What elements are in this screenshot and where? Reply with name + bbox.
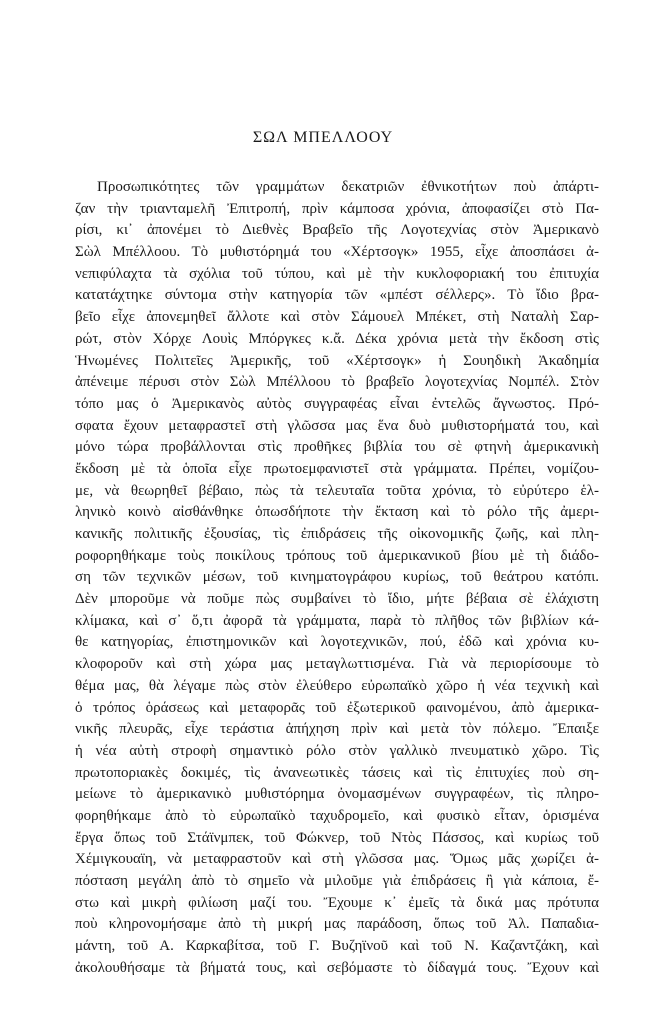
text-line: θέμα μας, θὰ λέγαμε πὼς στὸν ἐλεύθερο εὐρωπαϊκὸ χῶρο ἡ νέα τεχνικὴ καὶ <box>75 677 599 694</box>
body-paragraph <box>75 177 599 979</box>
text-line: στω καὶ μικρὴ φιλίωση μαζί του. Ἔχουμε κ᾽ ἐμεῖς τὰ δικά μας πρότυπα <box>75 894 599 911</box>
text-line: Ἡνωμένες Πολιτεῖες Ἀμερικῆς, τοῦ «Χέρτσογκ» ἡ Σουηδικὴ Ἀκαδημία <box>75 352 599 369</box>
text-line: κλίμακα, καὶ σ᾽ ὅ,τι ἀφορᾶ τὰ γράμματα, παρὰ τὸ πλῆθος τῶν βιβλίων κά- <box>75 612 599 629</box>
text-line: ἔκδοση μὲ τὰ ὁποῖα εἶχε πρωτοεμφανιστεῖ στὰ γράμματα. Πρέπει, νομίζου- <box>75 460 599 477</box>
text-line: μάντη, τοῦ Α. Καρκαβίτσα, τοῦ Γ. Βυζηϊνοῦ καὶ τοῦ Ν. Καζαντζάκη, καὶ <box>75 938 599 955</box>
text-line: ἡ νέα αὐτὴ στροφὴ σημαντικὸ ρόλο στὸν γαλλικὸ πνευματικὸ χῶρο. Τὶς <box>75 742 599 759</box>
text-line: ρώτ, στὸν Χόρχε Λουὶς Μπόργκες κ.ἄ. Δέκα χρόνια μετὰ τὴν ἔκδοση στὶς <box>75 330 599 347</box>
document-title: ΣΩΛ ΜΠΕΛΛΟΟΥ <box>252 129 394 146</box>
text-line: ἀκολουθήσαμε τὰ βήματά τους, καὶ σεβόμαστε τὸ δίδαγμά τους. Ἔχουν καὶ <box>75 959 599 976</box>
text-line: μείωνε τὸ ἀμερικανικὸ μυθιστόρημα ὀνομασμένων συγγραφέων, τὶς πληρο- <box>75 786 599 803</box>
text-line: ρίσι, κι᾽ ἀπονέμει τὸ Διεθνὲς Βραβεῖο τῆς Λογοτεχνίας στὸν Ἀμερικανὸ <box>75 222 599 239</box>
text-line: ση τῶν τεχνικῶν μέσων, τοῦ κινηματογράφου κυρίως, τοῦ θεάτρου κατόπι. <box>75 569 599 586</box>
text-line: ροφορηθήκαμε τοὺς ποικίλους τρόπους τοῦ ἀμερικανικοῦ βίου μὲ τὴ διάδο- <box>75 547 599 564</box>
text-line: ζαν τὴν τριανταμελῆ Ἐπιτροπή, πρὶν κάμποσα χρόνια, ἀποφασίζει στὸ Πα- <box>75 200 599 217</box>
text-line: κλοφοροῦν καὶ στὴ χώρα μας μεταγλωττισμένα. Γιὰ νὰ περιορίσουμε τὸ <box>75 656 599 673</box>
text-line: πόσταση μεγάλη ἀπὸ τὸ σημεῖο νὰ μιλοῦμε γιὰ ἐπιδράσεις ἢ γιὰ κάποια, ἔ- <box>75 873 599 889</box>
text-line: ἀπένειμε πέρυσι στὸν Σὼλ Μπέλλοου τὸ βραβεῖο λογοτεχνίας Νομπέλ. Στὸν <box>75 374 599 391</box>
text-line: σφατα ἔχουν μεταφραστεῖ στὴ γλῶσσα μας ἕνα δυὸ μυθιστορήματά του, καὶ <box>75 417 599 434</box>
text-line: νεπιφύλαχτα τὰ σχόλια τοῦ τύπου, καὶ μὲ τὴν κυκλοφοριακή του ἐπιτυχία <box>75 265 599 282</box>
text-line: Χέμιγκουαϊη, νὰ μεταφραστοῦν καὶ στὴ γλῶσσα μας. Ὅμως μᾶς χωρίζει ἀ- <box>75 851 599 868</box>
text-line: ληνικὸ κοινὸ αἰσθάνθηκε ὁπωσδήποτε τὴν ἔκταση καὶ τὸ ρόλο τῆς ἀμερι- <box>75 504 599 521</box>
text-line: βεῖο εἶχε ἀπονεμηθεῖ ἄλλοτε καὶ στὸν Σάμουελ Μπέκετ, στὴ Ναταλὴ Σαρ- <box>75 309 599 326</box>
text-line: πρωτοποριακὲς δοκιμές, τὶς ἀνανεωτικὲς τάσεις καὶ τὶς ἐπιτυχίες ποὺ ση- <box>75 764 599 781</box>
text-line: κατατάχτηκε σύντομα στὴν κατηγορία τῶν «μπέστ σέλλερς». Τὸ ἴδιο βρα- <box>75 287 599 304</box>
text-line: Δὲν μποροῦμε νὰ ποῦμε πὼς συμβαίνει τὸ ἴδιο, μήτε βέβαια σὲ ἐλάχιστη <box>75 591 599 608</box>
text-line: μόνο τώρα προβάλλονται στὶς προθῆκες βιβλία του σὲ φτηνὴ ἀμερικανικὴ <box>75 439 599 456</box>
text-line: ὁ τρόπος ὁράσεως καὶ μεταφορᾶς τοῦ ἐξωτερικοῦ φαινομένου, ἀπὸ ἀμερικα- <box>75 699 599 716</box>
text-line: τόπο μας ὁ Ἀμερικανὸς αὐτὸς συγγραφέας εἶναι ἐντελῶς ἄγνωστος. Πρό- <box>75 395 599 412</box>
text-line: θε κατηγορίας, ἐπιστημονικῶν καὶ λογοτεχνικῶν, πού, ἐδῶ καὶ χρόνια κυ- <box>75 634 599 651</box>
text-line: με, νὰ θεωρηθεῖ βέβαιο, πὼς τὰ τελευταῖα τοῦτα χρόνια, τὸ εὐρύτερο ἑλ- <box>75 482 599 499</box>
text-line: φορηθήκαμε ἀπὸ τὸ εὐρωπαϊκὸ ταχυδρομεῖο, καὶ φυσικὸ εἶταν, ὁρισμένα <box>75 807 599 824</box>
text-line: Σὼλ Μπέλλοου. Τὸ μυθιστόρημά του «Χέρτσογκ» 1955, εἶχε ἀποσπάσει ἀ- <box>75 244 599 261</box>
text-line: κανικῆς πολιτικῆς ἐξουσίας, τὶς ἐπιδράσεις τῆς οἰκονομικῆς ζωῆς, καὶ πλη- <box>75 526 599 542</box>
text-line: νικῆς πλευρᾶς, εἶχε τεράστια ἀπήχηση πρὶν καὶ μετὰ τὸν πόλεμο. Ἔπαιξε <box>75 721 599 738</box>
text-line: Προσωπικότητες τῶν γραμμάτων δεκατριῶν ἐθνικοτήτων ποὺ ἀπάρτι- <box>97 179 599 195</box>
text-line: ποὺ κληρονομήσαμε ἀπὸ τὴ μικρή μας παράδοση, ὅπως τοῦ Ἀλ. Παπαδια- <box>75 916 599 933</box>
text-line: ἔργα ὅπως τοῦ Στάϊνμπεκ, τοῦ Φώκνερ, τοῦ Ντὸς Πάσσος, καὶ κυρίως τοῦ <box>75 829 599 846</box>
